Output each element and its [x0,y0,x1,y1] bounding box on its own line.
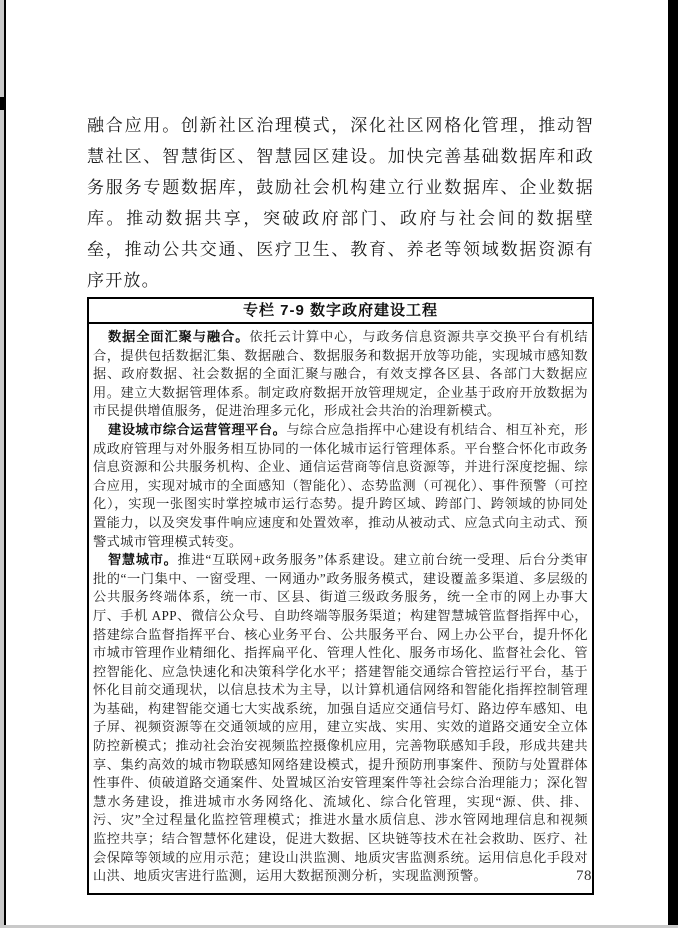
paragraph-text: 依托云计算中心，与政务信息资源共享交换平台有机结合，提供包括数据汇集、数据融合、数据服务和数据开放等功能，实现城市感知数据、政府数据、社会数据的全面汇聚与融合，有效支撑各区县、各部门大数据应用。建立大数据管理体系。制定政府数据开放管理规定，企业基于政府开放数据为市民提供增值服务，促进治理多元化，形成社会共治的治理新模式。 [93,329,588,419]
page-number: 78 [576,868,592,884]
paragraph-text: 推进“互联网+政务服务”体系建设。建立前台统一受理、后台分类审批的“一门集中、一窗受理、一网通办”政务服务模式，建设覆盖多渠道、多层级的公共服务终端体系，统一市、区县、街道三级政务服务，统一全市的网上办事大厅、手机 APP、微信公众号、自助终端等服务渠道；构建智慧城管监督指挥中心，搭建综合监督指挥平台、核心业务平台、公共服务平台、网上办公平台，提升怀化市城市管理作业精细化、指挥扁平化、管理人性化、服务市场化、监督社会化、管控智能化、应急快速化和决策科学化水平；搭建智能交通综合管控运行平台，基于怀化目前交通现状，以信息技术为主导，以计算机通信网络和智能化指挥控制管理为基础，构建智能交通七大实战系统，加强自适应交通信号灯、路边停车感知、电子屏、视频资源等在交通领域的应用，建立实战、实用、实效的道路交通安全立体防控新模式；推动社会治安视频监控摄像机应用，完善物联感知手段，形成共建共享、集约高效的城市物联感知网络建设模式，提升预防刑事案件、预防与处置群体性事件、侦破道路交通案件、处置城区治安管理案件等社会综合治理能力；深化智慧水务建设，推进城市水务网络化、流域化、综合化管理，实现“源、供、排、污、灾”全过程量化监控管理模式；推进水量水质信息、涉水管网地理信息和视频监控共享；结合智慧怀化建设，促进大数据、区块链等技术在社会救助、医疗、社会保障等领域的应用示范；建设山洪监测、地质灾害监测系统。运用信息化手段对山洪、地质灾害进行监测，运用大数据预测分析，实现监测预警。 [93,552,588,884]
page-content [87,110,594,895]
paragraph-lead: 智慧城市。 [108,552,178,568]
scan-left-border-line [4,0,6,928]
column-box [87,297,594,895]
paragraph-lead: 数据全面汇聚与融合。 [108,329,250,344]
paragraph-lead: 建设城市综合运营管理平台。 [108,421,287,437]
paragraph-text: 与综合应急指挥中心建设有机结合、相互补充，形成政府管理与对外服务相互协同的一体化城市运行管理体系。平台整合怀化市政务信息资源和公共服务机构、企业、通信运营商等信息资源等，并进行深度挖掘、综合应用，实现对城市的全面感知（智能化）、态势监测（可视化）、事件预警（可控化），实现一张图实时掌控城市运行态势。提升跨区域、跨部门、跨领域的协同处置能力，以及突发事件响应速度和处置效率，推动从被动式、应急式向主动式、预警式城市管理模式转变。 [93,421,588,549]
box-paragraph-smart-city [93,551,588,886]
column-box-body [89,324,592,893]
box-paragraph-city-operation-platform [93,421,588,551]
scan-artifact-mark [0,97,6,110]
intro-paragraph: 融合应用。创新社区治理模式，深化社区网格化管理，推动智慧社区、智慧街区、智慧园区建设。加快完善基础数据库和政务服务专题数据库，鼓励社会机构建立行业数据库、企业数据库。推动数据共享，突破政府部门、政府与社会间的数据壁垒，推动公共交通、医疗卫生、教育、养老等领域数据资源有序开放。 [87,116,594,290]
box-paragraph-data-aggregation [93,328,588,421]
column-box-title: 专栏 7-9 数字政府建设工程 [89,299,592,324]
scan-edge-right-strip [668,0,678,928]
